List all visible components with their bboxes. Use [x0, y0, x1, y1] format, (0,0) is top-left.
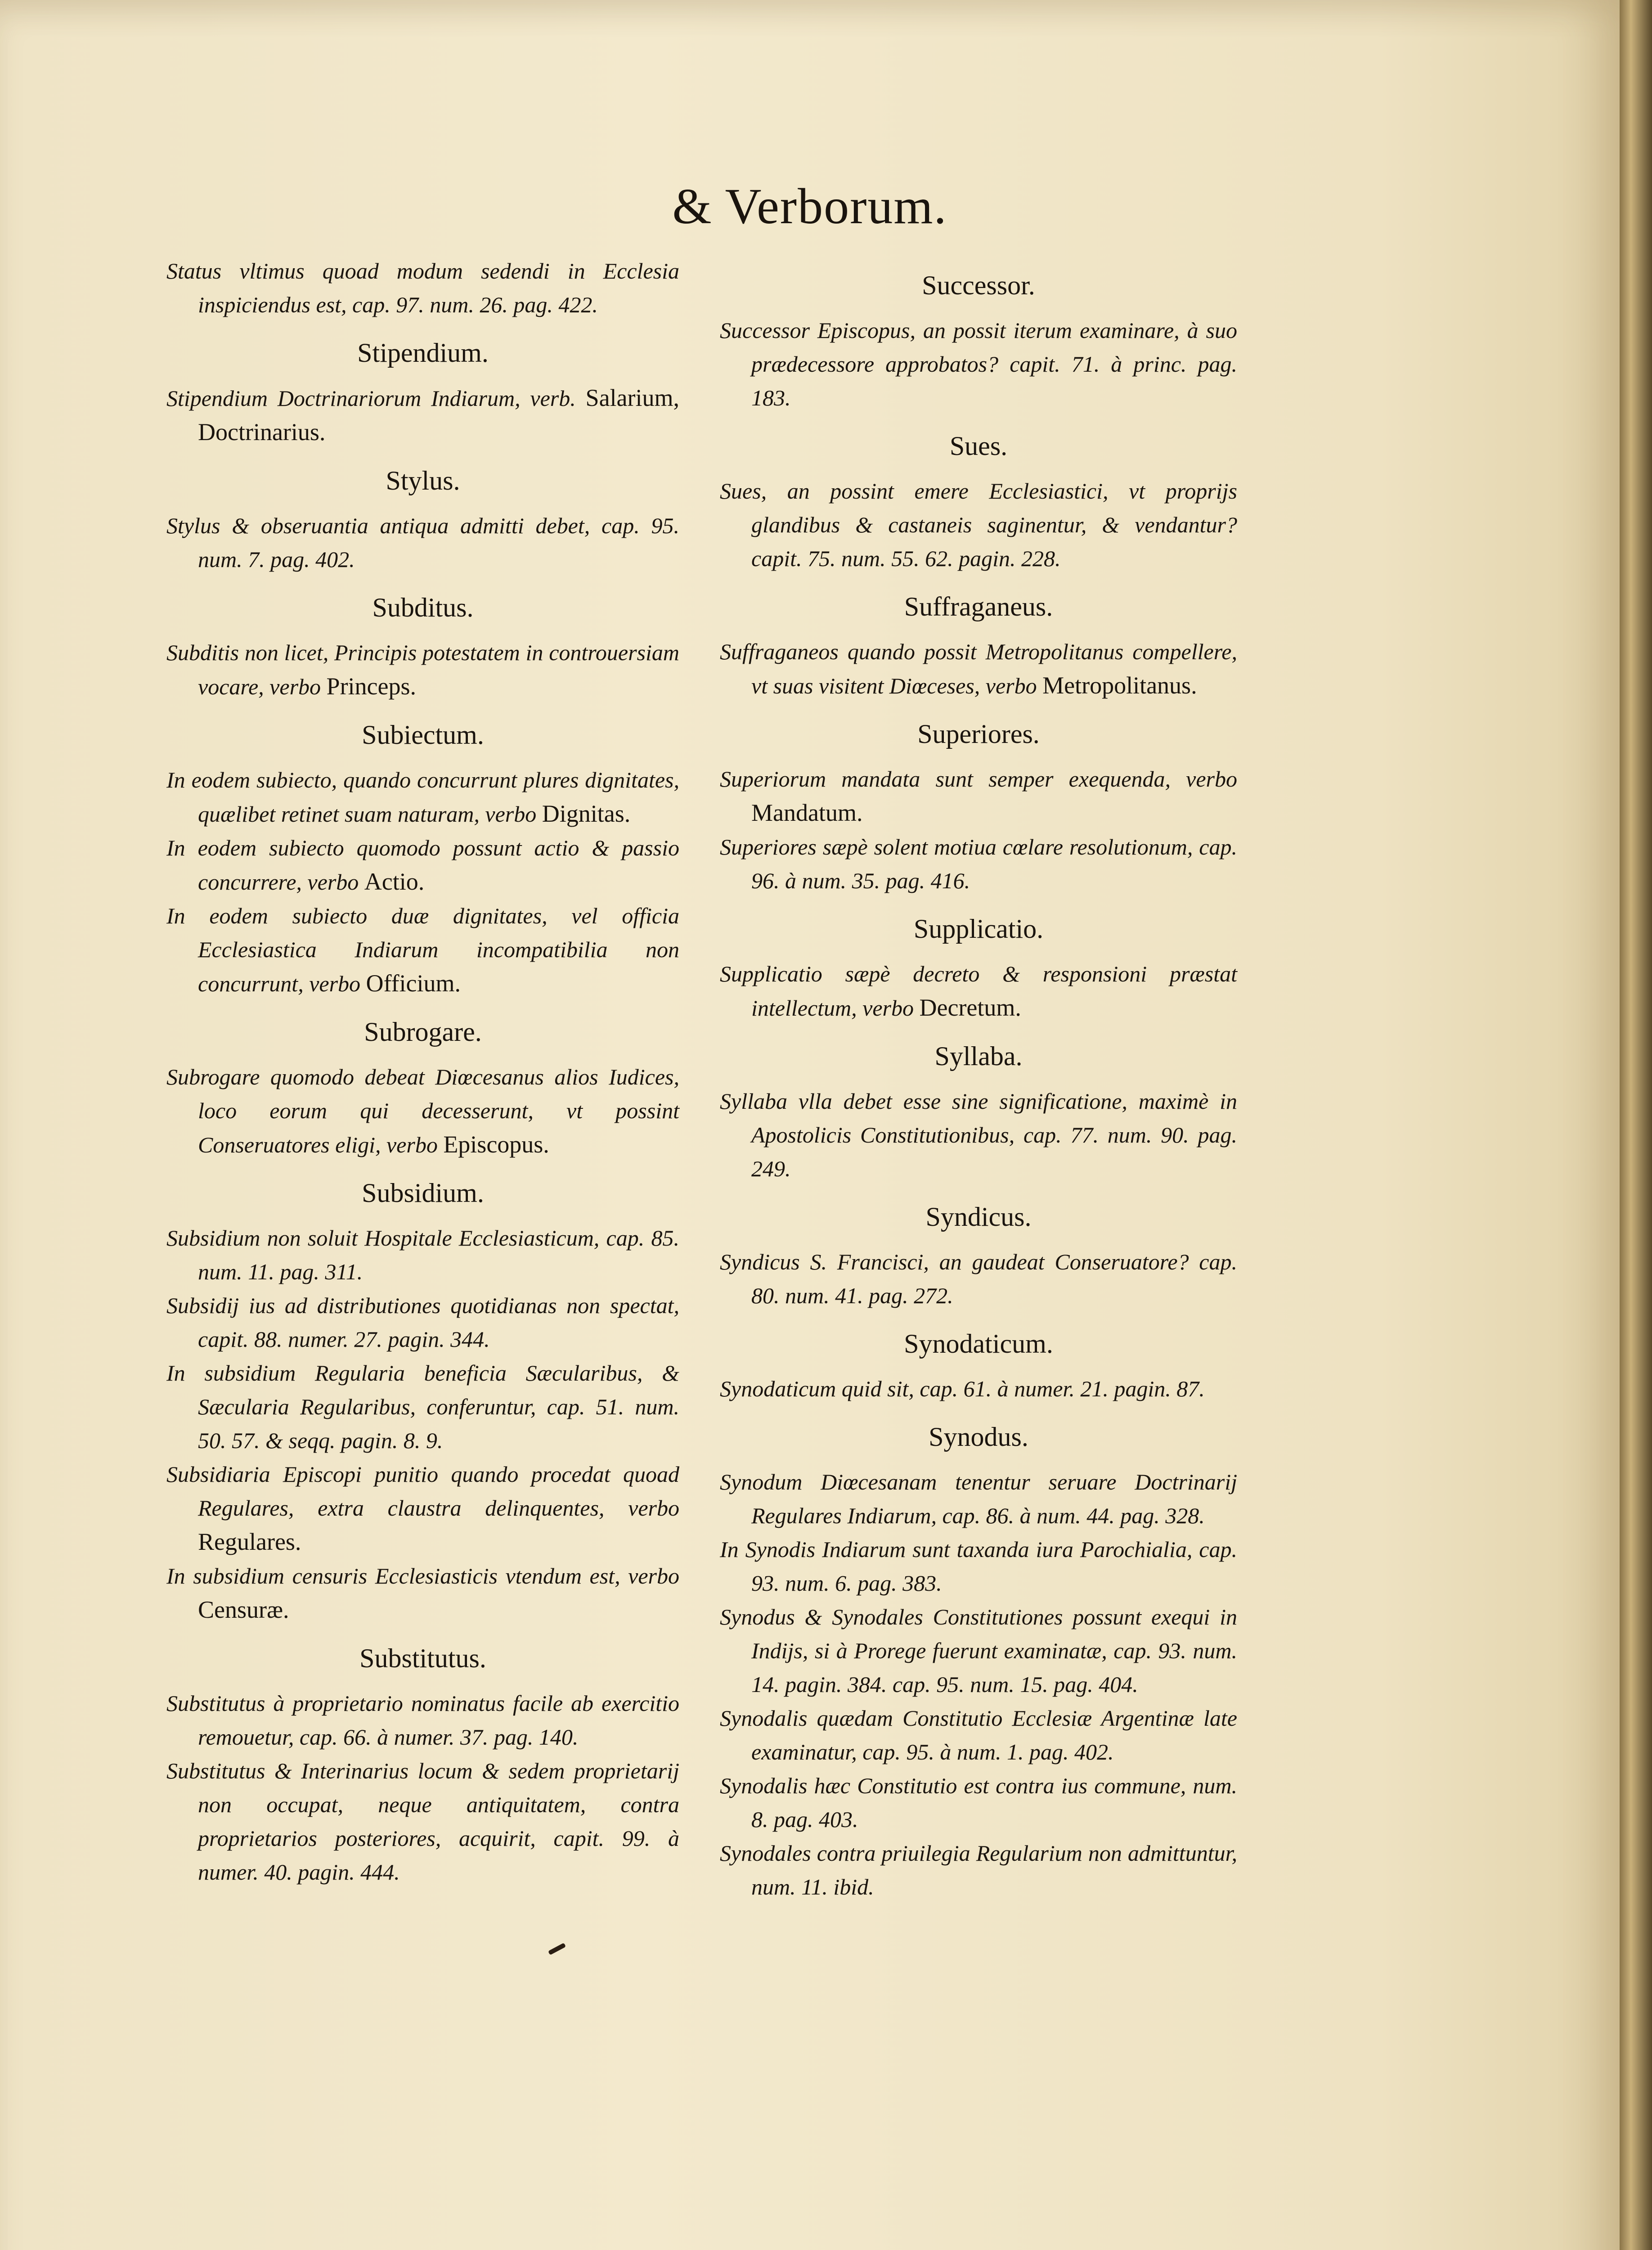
cross-reference: Mandatum. [751, 799, 863, 826]
index-heading: Syllaba. [934, 1041, 1023, 1071]
index-entry [720, 1465, 1237, 1533]
cross-reference: Censuræ. [198, 1596, 289, 1623]
index-heading: Supplicatio. [913, 914, 1044, 944]
entry-text: Substitutus à proprietario nominatus facile ab exercitio remouetur, cap. 66. à numer. 37. pag. 140. [166, 1691, 679, 1750]
entry-text: Successor Episcopus, an possit iterum examinare, à suo prædecessore approbatos? capit. 71. à princ. pag. 183. [720, 318, 1237, 410]
index-entry [720, 635, 1237, 703]
index-heading: Subsidium. [362, 1178, 484, 1208]
entry-text: Supplicatio sæpè decreto & responsioni præstat intellectum, verbo [720, 961, 1237, 1021]
index-heading: Subrogare. [364, 1017, 482, 1047]
entry-text: Stipendium Doctrinariorum Indiarum, verb. [166, 386, 576, 411]
index-entry [166, 1458, 679, 1559]
index-entry [720, 762, 1237, 830]
index-entry [720, 1769, 1237, 1836]
entry-text: Sues, an possint emere Ecclesiastici, vt proprijs glandibus & castaneis saginentur, & vendantur? capit. 75. num. 55. 62. pagin. 228. [720, 478, 1237, 571]
entry-text: Synodalis quædam Constitutio Ecclesiæ Argentinæ late examinatur, cap. 95. à num. 1. pag. 402. [720, 1706, 1237, 1764]
entry-text: Status vltimus quoad modum sedendi in Ecclesia inspiciendus est, cap. 97. num. 26. pag. 422. [166, 258, 679, 317]
index-heading: Synodaticum. [904, 1329, 1053, 1359]
entry-text: In eodem subiecto quomodo possunt actio & passio concurrere, verbo [166, 835, 679, 895]
left-column [166, 254, 679, 1889]
entry-text: In Synodis Indiarum sunt taxanda iura Parochialia, cap. 93. num. 6. pag. 383. [720, 1537, 1237, 1596]
index-heading: Stipendium. [357, 338, 489, 368]
index-heading: Suffraganeus. [904, 592, 1053, 621]
index-entry [166, 509, 679, 576]
entry-text: Subsidiaria Episcopi punitio quando procedat quoad Regulares, extra claustra delinquentes, verbo [166, 1462, 679, 1521]
entry-text: In subsidium censuris Ecclesiasticis vtendum est, verbo [166, 1563, 679, 1588]
cross-reference: Metropolitanus. [1042, 672, 1197, 699]
index-heading: Superiores. [917, 719, 1040, 749]
entry-text: Synodales contra priuilegia Regularium non admittuntur, num. 11. ibid. [720, 1840, 1237, 1899]
entry-text: Synodus & Synodales Constitutiones possunt exequi in Indijs, si à Prorege fuerunt examinatæ, cap. 93. num. 14. pagin. 384. cap. 95. num. 15. pag. 404. [720, 1604, 1237, 1697]
entry-text: Stylus & obseruantia antiqua admitti debet, cap. 95. num. 7. pag. 402. [166, 513, 679, 572]
index-heading: Sues. [949, 431, 1008, 461]
cross-reference: Salarium, Doctrinarius. [198, 384, 680, 446]
index-entry [166, 636, 679, 704]
index-entry [166, 763, 679, 831]
index-entry [720, 1372, 1237, 1406]
entry-text: Syllaba vlla debet esse sine significatione, maximè in Apostolicis Constitutionibus, cap. 77. num. 90. pag. 249. [720, 1089, 1237, 1181]
entry-text: Subsidium non soluit Hospitale Ecclesiasticum, cap. 85. num. 11. pag. 311. [166, 1225, 679, 1284]
index-heading: Synodus. [929, 1422, 1028, 1452]
index-entry [166, 1060, 679, 1162]
cross-reference: Officium. [366, 970, 461, 997]
index-heading: Subditus. [372, 593, 474, 622]
cross-reference: Episcopus. [443, 1131, 549, 1158]
entry-text: Synodaticum quid sit, cap. 61. à numer. 21. pagin. 87. [720, 1376, 1205, 1401]
index-entry [720, 1245, 1237, 1313]
entry-text: Syndicus S. Francisci, an gaudeat Conseruatore? cap. 80. num. 41. pag. 272. [720, 1249, 1237, 1308]
entry-text: Substitutus & Interinarius locum & sedem proprietarij non occupat, neque antiquitatem, contra proprietarios posteriores, acquirit, capit. 99. à numer. 40. pagin. 444. [166, 1758, 679, 1885]
index-entry [166, 1687, 679, 1754]
page-title: & Verborum. [672, 179, 947, 234]
index-entry [720, 474, 1237, 576]
page-edge [1620, 0, 1652, 2250]
index-entry [166, 381, 679, 450]
entry-text: Synodum Diœcesanam tenentur seruare Doctrinarij Regulares Indiarum, cap. 86. à num. 44. pag. 328. [720, 1469, 1237, 1528]
index-entry [166, 899, 679, 1001]
index-entry [166, 1754, 679, 1889]
entry-text: Superiores sæpè solent motiua cœlare resolutionum, cap. 96. à num. 35. pag. 416. [720, 834, 1237, 893]
index-heading: Stylus. [386, 466, 460, 495]
entry-text: Synodalis hæc Constitutio est contra ius commune, num. 8. pag. 403. [720, 1773, 1237, 1832]
index-entry [166, 1356, 679, 1458]
cross-reference: Dignitas. [542, 800, 631, 827]
index-entry [720, 1701, 1237, 1769]
entry-text: Subditis non licet, Principis potestatem in controuersiam vocare, verbo [166, 640, 679, 699]
entry-text: Superiorum mandata sunt semper exequenda, verbo [720, 766, 1237, 792]
index-entry [720, 1836, 1237, 1904]
index-entry [166, 1559, 679, 1627]
index-heading: Successor. [922, 270, 1035, 300]
index-entry [166, 254, 679, 322]
index-entry [720, 1600, 1237, 1701]
index-entry [166, 1289, 679, 1356]
index-heading: Substitutus. [359, 1643, 486, 1673]
cross-reference: Decretum. [919, 994, 1021, 1021]
index-entry [166, 831, 679, 899]
entry-text: In eodem subiecto duæ dignitates, vel officia Ecclesiastica Indiarum incompatibilia non concurrunt, verbo [166, 903, 679, 996]
index-entry [720, 957, 1237, 1025]
index-entry [166, 1221, 679, 1289]
index-entry [720, 1084, 1237, 1186]
index-heading: Syndicus. [925, 1202, 1032, 1232]
cross-reference: Regulares. [198, 1528, 301, 1555]
entry-text: In eodem subiecto, quando concurrunt plures dignitates, quælibet retinet suam naturam, verbo [166, 767, 679, 827]
index-entry [720, 830, 1237, 898]
index-entry [720, 1533, 1237, 1600]
cross-reference: Princeps. [326, 673, 416, 700]
ink-mark [548, 1943, 566, 1955]
index-entry [720, 314, 1237, 415]
entry-text: In subsidium Regularia beneficia Sæcularibus, & Sæcularia Regularibus, conferuntur, cap. 51. num. 50. 57. & seqq. pagin. 8. 9. [166, 1360, 679, 1453]
cross-reference: Actio. [364, 868, 425, 895]
right-column [720, 254, 1237, 1904]
entry-text: Suffraganeos quando possit Metropolitanus compellere, vt suas visitent Diœceses, verbo [720, 639, 1237, 698]
index-heading: Subiectum. [362, 720, 484, 750]
entry-text: Subsidij ius ad distributiones quotidianas non spectat, capit. 88. numer. 27. pagin. 344. [166, 1293, 679, 1352]
entry-text: Subrogare quomodo debeat Diœcesanus alios Iudices, loco eorum qui decesserunt, vt possint Conseruatores eligi, verbo [166, 1064, 679, 1157]
